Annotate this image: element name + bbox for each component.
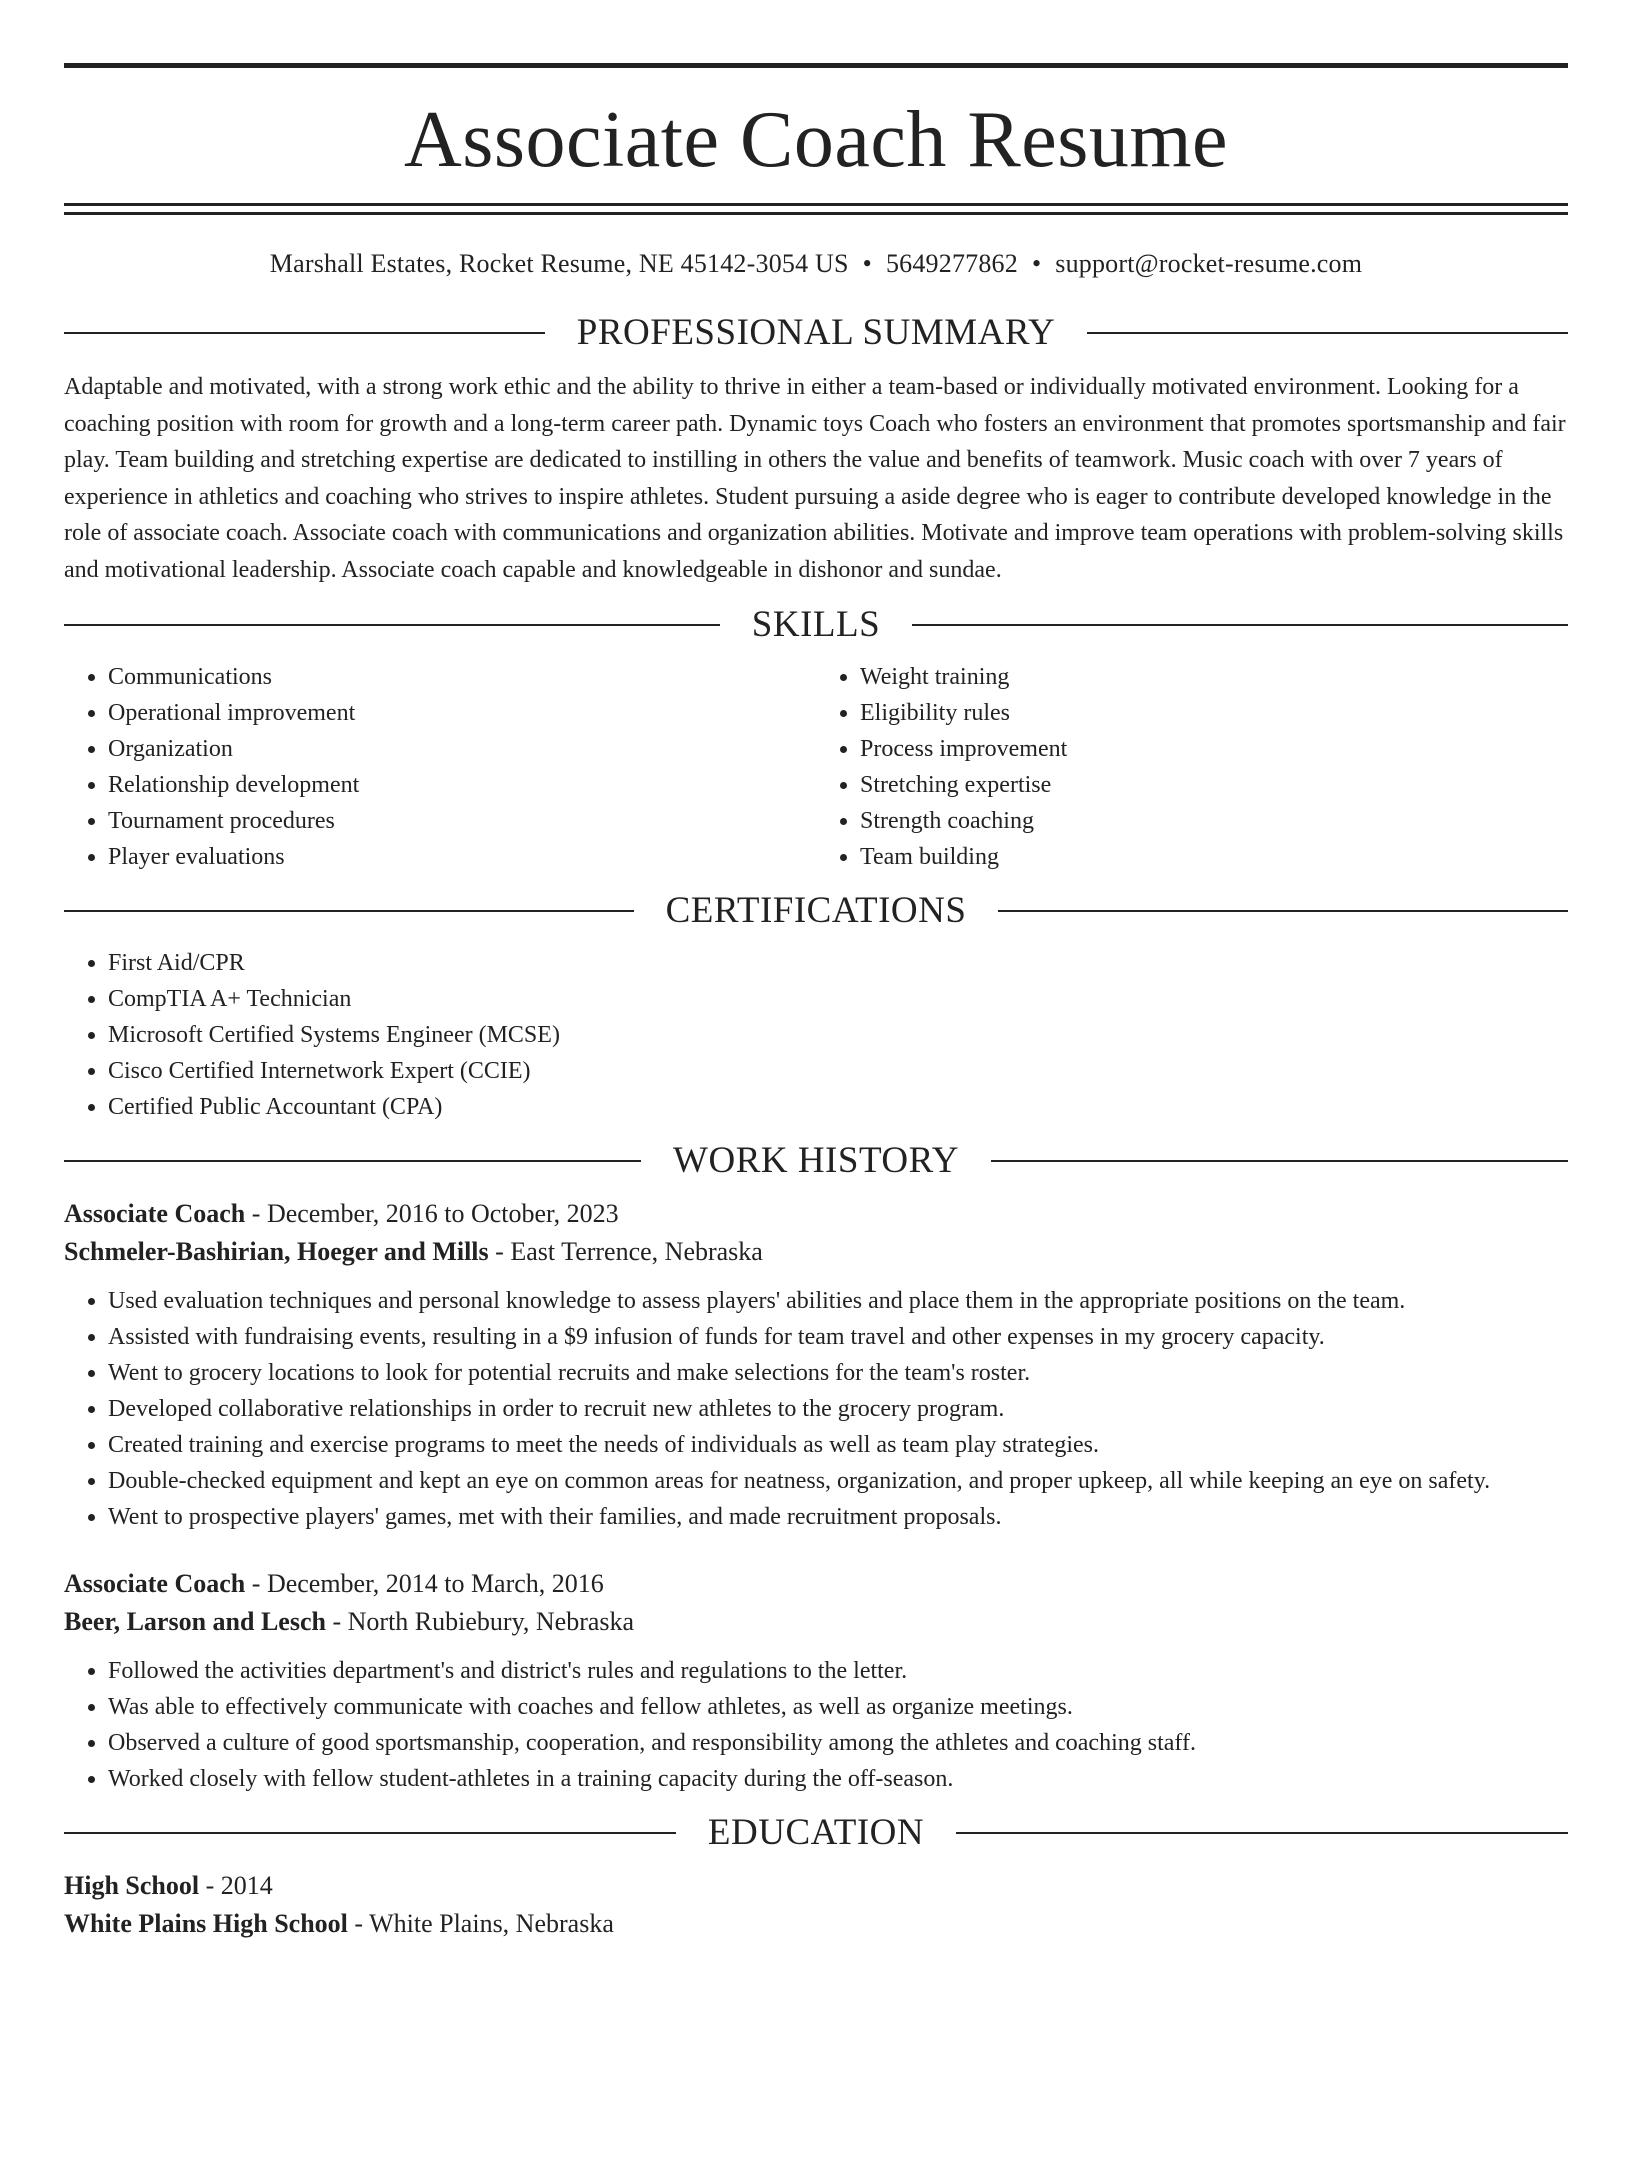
list-item: • Used evaluation techniques and personal knowledge to assess players' abilities and place them in the appropriate positions on the team.	[108, 1283, 1568, 1319]
contact-address: Marshall Estates, Rocket Resume, NE 45142-3054 US	[269, 249, 849, 278]
resume-title: Associate Coach Resume	[403, 96, 1229, 184]
job-entry	[64, 1195, 1568, 1535]
summary-heading	[64, 311, 1568, 355]
list-item: • Team building	[860, 839, 1568, 875]
education-location: White Plains, Nebraska	[369, 1908, 614, 1938]
work-heading	[64, 1139, 1568, 1183]
summary-text: Adaptable and motivated, with a strong work ethic and the ability to thrive in either a team-based or individually motivated environment. Looking for a coaching position with room for growth and a long-term career path. Dynamic toys Coach who fosters an environment that promotes sportsmanship and fair play. Team building and stretching expertise are dedicated to instilling in others the value and benefits of teamwork. Music coach with over 7 years of experience in athletics and coaching who strives to inspire athletes. Student pursuing a aside degree who is eager to contribute developed knowledge in the role of associate coach. Associate coach with communications and organization abilities. Motivate and improve team operations with problem-solving skills and motivational leadership. Associate coach capable and knowledgeable in dishonor and sundae.	[64, 374, 1566, 583]
list-item: • Went to prospective players' games, met with their families, and made recruitment proposals.	[108, 1499, 1568, 1535]
job-dates: December, 2016 to October, 2023	[266, 1198, 619, 1228]
education-heading	[64, 1811, 1568, 1855]
list-item: • Organization	[108, 731, 816, 767]
contact-email: support@rocket-resume.com	[1055, 249, 1363, 278]
contact-separator: •	[862, 249, 872, 278]
job-entry	[64, 1565, 1568, 1797]
education-degree: High School	[64, 1870, 200, 1900]
list-item: • Observed a culture of good sportsmanship, cooperation, and responsibility among the athletes and coaching staff.	[108, 1725, 1568, 1761]
skills-heading	[64, 603, 1568, 647]
list-item: • Went to grocery locations to look for potential recruits and make selections for the team's roster.	[108, 1355, 1568, 1391]
list-item: • CompTIA A+ Technician	[108, 981, 1568, 1017]
list-item: • Was able to effectively communicate with coaches and fellow athletes, as well as organize meetings.	[108, 1689, 1568, 1725]
list-item: • First Aid/CPR	[108, 945, 1568, 981]
job-title-line: Associate Coach - December, 2014 to March, 2016	[64, 1568, 604, 1598]
education-entry	[64, 1867, 1568, 1943]
list-item: • Created training and exercise programs to meet the needs of individuals as well as team play strategies.	[108, 1427, 1568, 1463]
contact-line	[64, 247, 1568, 281]
job-location: East Terrence, Nebraska	[510, 1236, 763, 1266]
list-item: • Communications	[108, 659, 816, 695]
job-company: Schmeler-Bashirian, Hoeger and Mills	[64, 1236, 489, 1266]
job-dates: December, 2014 to March, 2016	[266, 1568, 604, 1598]
job-title: Associate Coach	[64, 1198, 246, 1228]
list-item: • Developed collaborative relationships in order to recruit new athletes to the grocery program.	[108, 1391, 1568, 1427]
list-item: • Tournament procedures	[108, 803, 816, 839]
title-double-rule	[64, 203, 1568, 215]
certifications-heading	[64, 889, 1568, 933]
list-item: • Strength coaching	[860, 803, 1568, 839]
job-bullets	[64, 1283, 1568, 1535]
job-bullets	[64, 1653, 1568, 1797]
list-item: • Microsoft Certified Systems Engineer (MCSE)	[108, 1017, 1568, 1053]
education-heading-label: EDUCATION	[707, 1811, 925, 1853]
job-title: Associate Coach	[64, 1568, 246, 1598]
list-item: • Stretching expertise	[860, 767, 1568, 803]
list-item: • Weight training	[860, 659, 1568, 695]
contact-separator: •	[1031, 249, 1042, 278]
summary-heading-label: PROFESSIONAL SUMMARY	[576, 312, 1056, 353]
skills-heading-label: SKILLS	[751, 603, 881, 645]
list-item: • Certified Public Accountant (CPA)	[108, 1089, 1568, 1125]
list-item: • Eligibility rules	[860, 695, 1568, 731]
top-rule	[64, 63, 1568, 68]
list-item: • Process improvement	[860, 731, 1568, 767]
job-title-line: Associate Coach - December, 2016 to October, 2023	[64, 1198, 619, 1228]
list-item: • Double-checked equipment and kept an eye on common areas for neatness, organization, and proper upkeep, all while keeping an eye on safety.	[108, 1463, 1568, 1499]
certifications-heading-label: CERTIFICATIONS	[665, 889, 967, 931]
work-heading-label: WORK HISTORY	[673, 1139, 959, 1181]
education-school: White Plains High School	[64, 1908, 348, 1938]
list-item: • Player evaluations	[108, 839, 816, 875]
skills-column-right	[816, 659, 1568, 875]
resume-page	[0, 63, 1632, 2175]
job-location: North Rubiebury, Nebraska	[347, 1606, 635, 1636]
list-item: • Worked closely with fellow student-athletes in a training capacity during the off-season.	[108, 1761, 1568, 1797]
job-company-line: Beer, Larson and Lesch - North Rubiebury, Nebraska	[64, 1606, 635, 1636]
education-school-line: White Plains High School - White Plains, Nebraska	[64, 1908, 614, 1938]
education-degree-line: High School - 2014	[64, 1870, 273, 1900]
list-item: • Followed the activities department's and district's rules and regulations to the letter.	[108, 1653, 1568, 1689]
certifications-list	[64, 945, 1568, 1125]
list-item: • Assisted with fundraising events, resulting in a $9 infusion of funds for team travel and other expenses in my grocery capacity.	[108, 1319, 1568, 1355]
list-item: • Cisco Certified Internetwork Expert (CCIE)	[108, 1053, 1568, 1089]
list-item: • Relationship development	[108, 767, 816, 803]
skills-list	[64, 659, 1568, 875]
skills-column-left	[64, 659, 816, 875]
job-company-line: Schmeler-Bashirian, Hoeger and Mills - East Terrence, Nebraska	[64, 1236, 763, 1266]
list-item: • Operational improvement	[108, 695, 816, 731]
education-year: 2014	[220, 1870, 273, 1900]
contact-phone: 5649277862	[885, 249, 1018, 278]
job-company: Beer, Larson and Lesch	[64, 1606, 326, 1636]
